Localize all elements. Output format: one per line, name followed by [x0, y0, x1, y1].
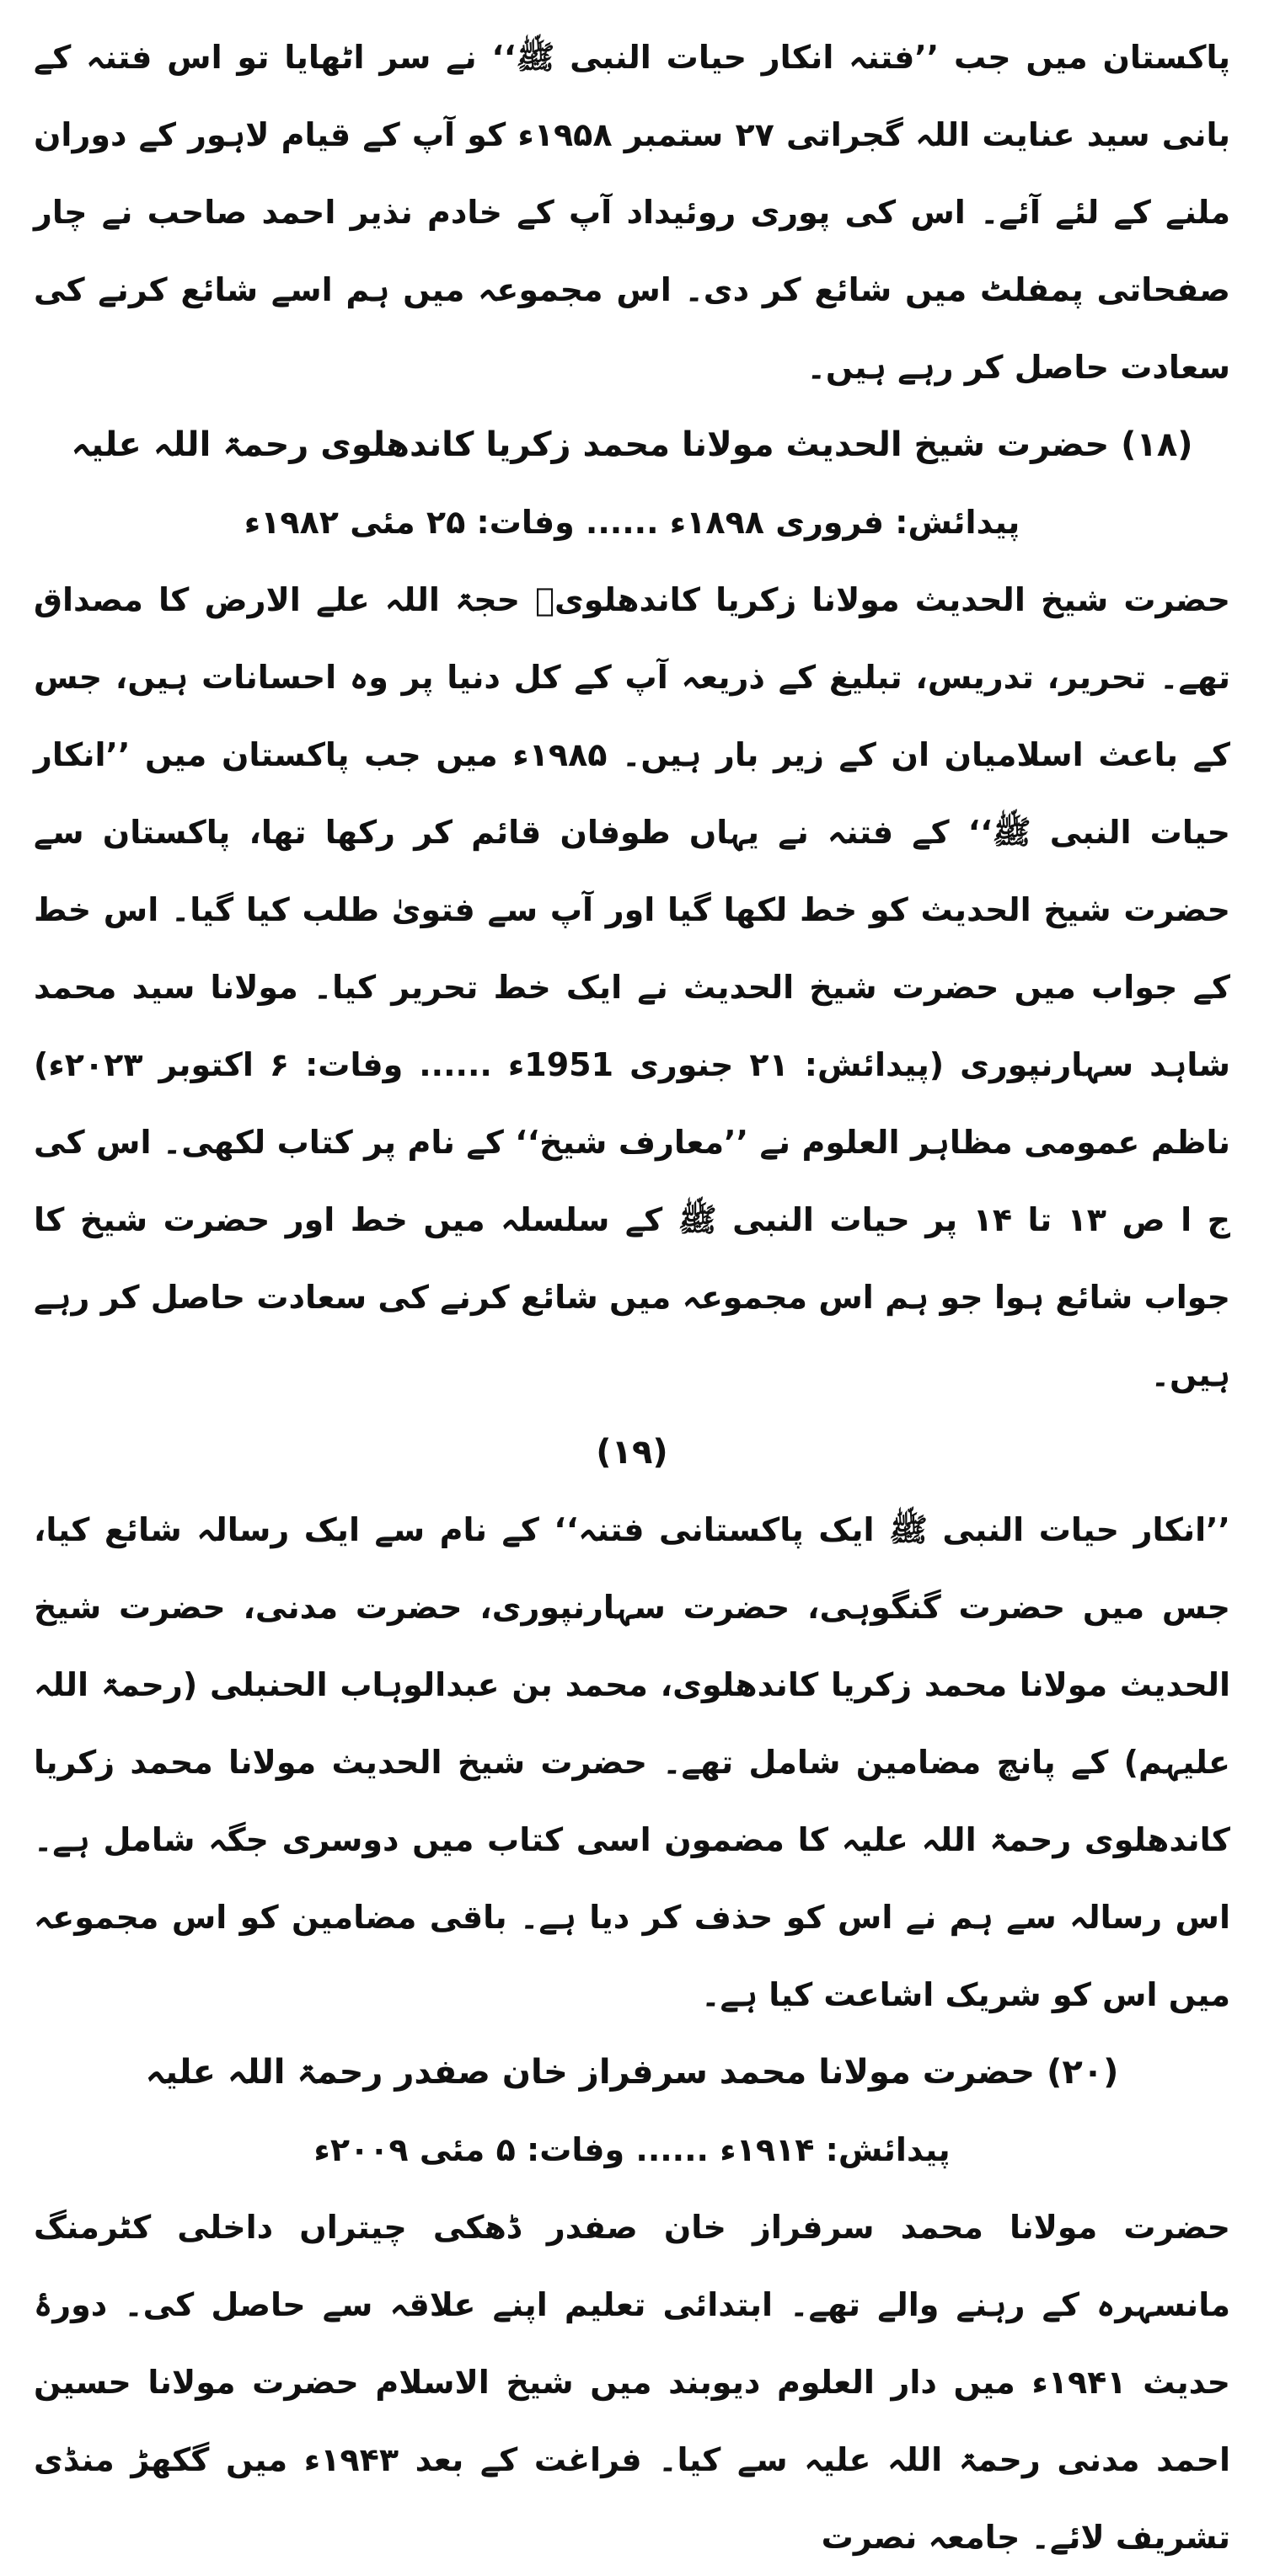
birth-death-dates-18: پیدائش: فروری ۱۸۹۸ء ...... وفات: ۲۵ مئی ۱۹۸۲ء: [244, 504, 1020, 541]
paragraph-zakariya: حضرت شیخ الحدیث مولانا زکریا کاندھلویؒ حجۃ اللہ علے الارض کا مصداق تھے۔ تحریر، تدریس، تبلیغ کے ذریعہ آپ کے کل دنیا پر وہ احسانات ہیں، جس کے باعث اسلامیان ان کے زیر بار ہیں۔ ۱۹۸۵ء میں جب پاکستان میں ’’انکار حیات النبی ﷺ‘‘ کے فتنہ نے یہاں طوفان قائم کر رکھا تھا، پاکستان سے حضرت شیخ الحدیث کو خط لکھا گیا اور آپ سے فتویٰ طلب کیا گیا۔ اس خط کے جواب میں حضرت شیخ الحدیث نے ایک خط تحریر کیا۔ مولانا سید محمد شاہد سہارنپوری (پیدائش: ۲۱ جنوری 1951ء ...... وفات: ۶ اکتوبر ۲۰۲۳ء) ناظم عمومی مظاہر العلوم نے ’’معارف شیخ‘‘ کے نام پر کتاب لکھی۔ اس کی ج ا ص ۱۳ تا ۱۴ پر حیات النبی ﷺ کے سلسلہ میں خط اور حضرت شیخ کا جواب شائع ہوا جو ہم اس مجموعہ میں شائع کرنے کی سعادت حاصل کر رہے ہیں۔: [34, 581, 1230, 1393]
paragraph-safdar: حضرت مولانا محمد سرفراز خان صفدر ڈھکی چیتراں داخلی کٹرمنگ مانسہرہ کے رہنے والے تھے۔ ابتدائی تعلیم اپنے علاقہ سے حاصل کی۔ دورۂ حدیث ۱۹۴۱ء میں دار العلوم دیوبند میں شیخ الاسلام حضرت مولانا حسین احمد مدنی رحمۃ اللہ علیہ سے کیا۔ فراغت کے بعد ۱۹۴۳ء میں گکھڑ منڈی تشریف لائے۔ جامعہ نصرت: [34, 2209, 1230, 2556]
paragraph-intro: پاکستان میں جب ’’فتنہ انکار حیات النبی ﷺ‘‘ نے سر اٹھایا تو اس فتنہ کے بانی سید عنایت اللہ گجراتی ۲۷ ستمبر ۱۹۵۸ء کو آپ کے قیام لاہور کے دوران ملنے کے لئے آئے۔ اس کی پوری روئیداد آپ کے خادم نذیر احمد صاحب نے چار صفحاتی پمفلٹ میں شائع کر دی۔ اس مجموعہ میں ہم اسے شائع کرنے کی سعادت حاصل کر رہے ہیں۔: [34, 39, 1230, 386]
birth-death-dates-20: پیدائش: ۱۹۱۴ء ...... وفات: ۵ مئی ۲۰۰۹ء: [313, 2131, 951, 2168]
section-heading-20: (۲۰) حضرت مولانا محمد سرفراز خان صفدر رحمۃ اللہ علیہ: [145, 2053, 1119, 2092]
section-number-19: (۱۹): [596, 1433, 668, 1472]
paragraph-risala: ’’انکار حیات النبی ﷺ ایک پاکستانی فتنہ‘‘ کے نام سے ایک رسالہ شائع کیا، جس میں حضرت گنگوہی، حضرت سہارنپوری، حضرت مدنی، حضرت شیخ الحدیث مولانا محمد زکریا کاندھلوی، محمد بن عبدالوہاب الحنبلی (رحمۃ اللہ علیہم) کے پانچ مضامین شامل تھے۔ حضرت شیخ الحدیث مولانا محمد زکریا کاندھلوی رحمۃ اللہ علیہ کا مضمون اسی کتاب میں دوسری جگہ شامل ہے۔ اس رسالہ سے ہم نے اس کو حذف کر دیا ہے۔ باقی مضامین کو اس مجموعہ میں اس کو شریک اشاعت کیا ہے۔: [34, 1511, 1230, 2013]
section-heading-18: (۱۸) حضرت شیخ الحدیث مولانا محمد زکریا کاندھلوی رحمۃ اللہ علیہ: [71, 425, 1193, 464]
